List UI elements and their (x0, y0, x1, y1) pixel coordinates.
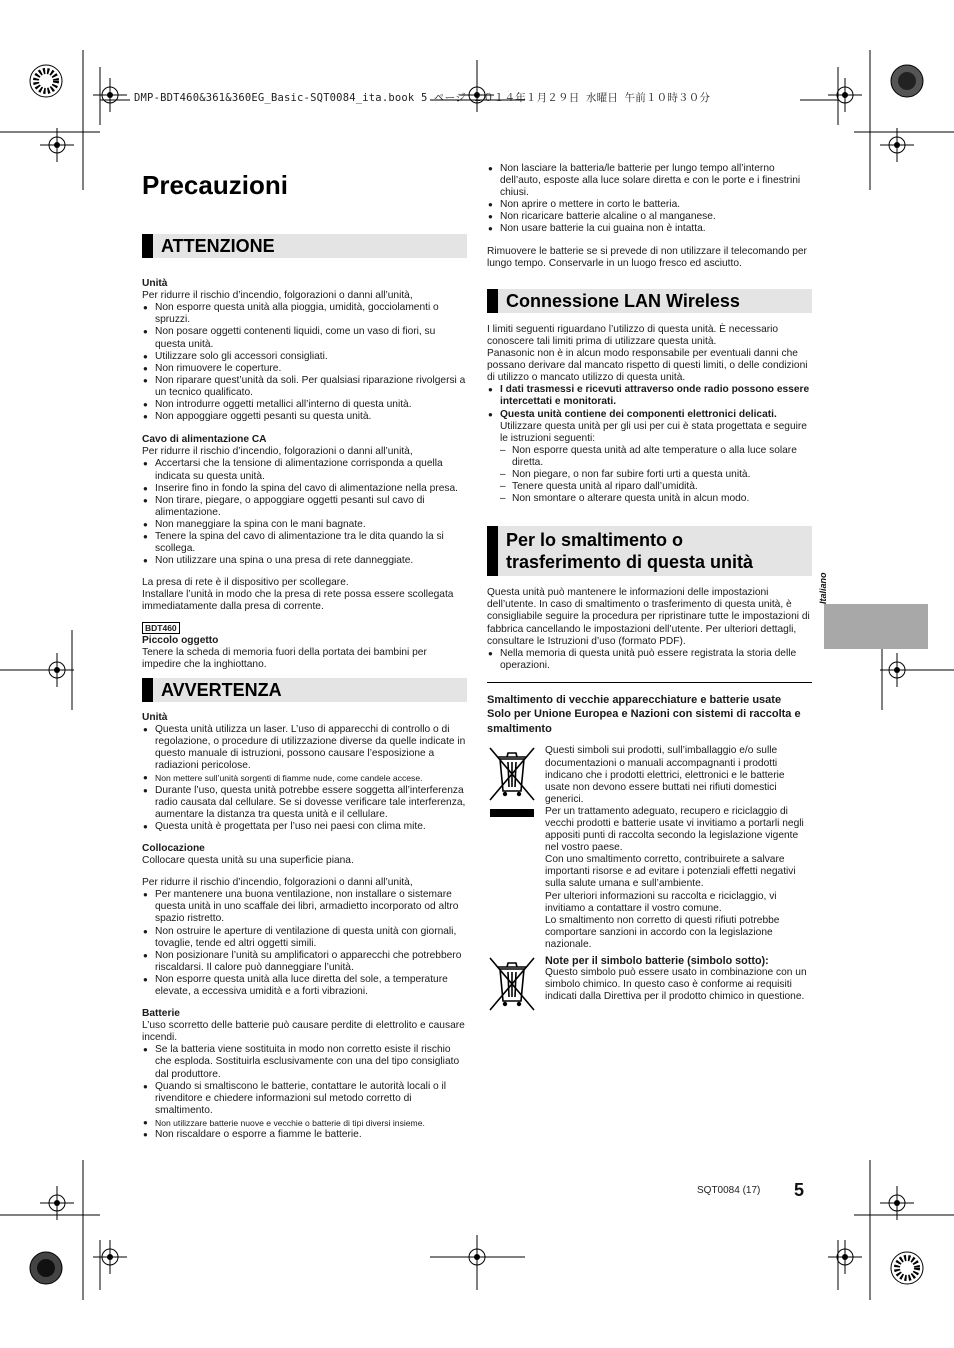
list-item: ● Non ostruire le aperture di ventilazione di questa unità con giornali, tovaglie, tende ed altri oggetti simili. (142, 926, 467, 950)
divider (487, 682, 812, 683)
paragraph: Collocare questa unità su una superficie piana. (142, 855, 354, 867)
list-item: ● Nella memoria di questa unità può essere registrata la storia delle operazioni. (487, 648, 812, 672)
paragraph: Lo smaltimento non corretto di questi rifiuti potrebbe comportare sanzioni in accordo con la legislazione nazionale. (545, 914, 780, 950)
list-item: ● Accertarsi che la tensione di alimentazione corrisponda a quella indicata su questa unità. (142, 458, 467, 482)
list-item: ● I dati trasmessi e ricevuti attraverso onde radio possono essere intercettati e monitorati. (487, 384, 812, 408)
list-item: ● Utilizzare solo gli accessori consigliati. (142, 351, 467, 363)
paragraph: La presa di rete è il dispositivo per scollegare. (142, 577, 349, 589)
bullet-list-smaltimento (487, 648, 812, 672)
list-item: – Tenere questa unità al riparo dall’umidità. (499, 481, 812, 493)
bullet-list-collocazione (142, 889, 467, 998)
weee-subtitle: Solo per Unione Europea e Nazioni con sistemi di raccolta e smaltimento (487, 708, 801, 735)
subheading-cavo: Cavo di alimentazione CA (142, 434, 267, 446)
paragraph: Questi simboli sui prodotti, sull’imballaggio e/o sulle documentazioni o manuali accompagnanti i prodotti indicano che i prodotti elettrici, elettronici e le batterie usate non devono essere buttati nei rifiuti domestici generici. (545, 745, 785, 805)
subheading-piccolo-oggetto: Piccolo oggetto (142, 634, 219, 646)
paragraph: Questo simbolo può essere usato in combinazione con un simbolo chimico. In questo caso è conforme ai requisiti indicati dalla Direttiva per il prodotto chimico in questione. (545, 967, 807, 1003)
paragraph: Per ulteriori informazioni su raccolta e riciclaggio, vi invitiamo a contattare il vostro comune. (545, 890, 777, 914)
section-heading-attenzione: ATTENZIONE (142, 234, 467, 258)
list-item: ● Non riparare quest’unità da soli. Per qualsiasi riparazione rivolgersi a un tecnico qualificato. (142, 375, 467, 399)
paragraph: Utilizzare questa unità per gli usi per cui è stata progettata e seguire le istruzioni seguenti: (500, 420, 807, 444)
list-item: ● Non esporre questa unità alla luce diretta del sole, a temperature elevate, a eccessiva umidità e a forti vibrazioni. (142, 974, 467, 998)
list-item: – Non piegare, o non far subire forti urti a questa unità. (499, 469, 812, 481)
battery-bin-icon (487, 955, 537, 1015)
heading-line: Per lo smaltimento o (506, 530, 684, 551)
paragraph: L’uso scorretto delle batterie può causare perdite di elettrolito e causare incendi. (142, 1020, 465, 1044)
document-code: SQT0084 (17) (697, 1185, 761, 1196)
list-item: ● Non utilizzare una spina o una presa di rete danneggiate. (142, 555, 467, 567)
section-heading-lan-wireless: Connessione LAN Wireless (487, 289, 812, 313)
list-item: ● Tenere la spina del cavo di alimentazione tra le dita quando la si scollega. (142, 531, 467, 555)
list-item: ● Se la batteria viene sostituita in modo non corretto esiste il rischio che esploda. Sostituirla esclusivamente con una del tipo consigliato dal produttore. (142, 1044, 467, 1080)
bullet-list-unita (142, 302, 467, 423)
page-title: Precauzioni (142, 170, 288, 200)
language-tab (824, 604, 928, 649)
paragraph: Installare l’unità in modo che la presa di rete possa essere scollegata immediatamente dalla presa di corrente. (142, 589, 454, 613)
paragraph: Rimuovere le batterie se si prevede di non utilizzare il telecomando per lungo tempo. Conservarle in un luogo fresco ed asciutto. (487, 245, 807, 269)
list-item: ● Non riscaldare o esporre a fiamme le batterie. (142, 1129, 467, 1141)
section-heading-smaltimento (487, 526, 812, 576)
list-item: ● Non tirare, piegare, o appoggiare oggetti pesanti sul cavo di alimentazione. (142, 495, 467, 519)
list-item: ● Non aprire o mettere in corto le batteria. (487, 199, 812, 211)
print-header: DMP-BDT460&361&360EG_Basic-SQT0084_ita.book 5 ページ ２０１４年１月２９日 水曜日 午前１０時３０分 (134, 92, 711, 104)
list-item: ● Questa unità contiene dei componenti elettronici delicati. (487, 409, 812, 421)
paragraph: Con uno smaltimento corretto, contribuirete a salvare importanti risorse e ad evitare i potenziali effetti negativi sulla salute umana e sull’ambiente. (545, 854, 796, 890)
list-item: ● Non lasciare la batteria/le batterie per lungo tempo all’interno dell’auto, esposte alla luce solare diretta e con le porte e i finestrini chiusi. (487, 163, 812, 199)
subheading-batterie: Batterie (142, 1008, 180, 1020)
list-item: – Non esporre questa unità ad alte temperature o alla luce solare diretta. (499, 445, 812, 469)
left-column (142, 234, 467, 1141)
list-item: ● Questa unità è progettata per l’uso nei paesi con clima mite. (142, 821, 467, 833)
list-item: ● Non maneggiare la spina con le mani bagnate. (142, 519, 467, 531)
list-item: ● Non esporre questa unità alla pioggia, umidità, gocciolamenti o spruzzi. (142, 302, 467, 326)
list-item: ● Non posare oggetti contenenti liquidi, come un vaso di fiori, su questa unità. (142, 326, 467, 350)
bullet-list-cavo (142, 458, 467, 567)
list-item: ● Non ricaricare batterie alcaline o al manganese. (487, 211, 812, 223)
crossed-bin-icon (487, 745, 537, 823)
subheading-unita: Unità (142, 712, 168, 723)
list-item: ● Questa unità utilizza un laser. L’uso di apparecchi di controllo o di regolazione, o procedure di utilizzazione diverse da quelle indicate in questo manuale di istruzioni, possono causare l’esposizione a radiazioni pericolose. (142, 724, 467, 772)
list-item: ● Non usare batterie la cui guaina non è intatta. (487, 223, 812, 235)
list-item: ● Non rimuovere le coperture. (142, 363, 467, 375)
model-tag: BDT460 (142, 622, 180, 634)
page-number: 5 (794, 1180, 805, 1200)
list-item: ● Inserire fino in fondo la spina del cavo di alimentazione nella presa. (142, 483, 467, 495)
paragraph: Per ridurre il rischio d’incendio, folgorazioni o danni all’unità, (142, 446, 413, 458)
list-item: ● Durante l’uso, questa unità potrebbe essere soggetta all’interferenza radio causata dal cellulare. Se si dovesse verificare tale interferenza, aumentare la distanza tra questa unità e il cellulare. (142, 785, 467, 821)
right-column (487, 163, 812, 1019)
battery-note-title: Note per il simbolo batterie (simbolo sotto): (545, 955, 769, 967)
subheading-unita: Unità (142, 278, 168, 290)
list-item: ● Non appoggiare oggetti pesanti su questa unità. (142, 411, 467, 423)
language-tab-label: Italiano (818, 572, 828, 604)
paragraph: Tenere la scheda di memoria fuori della portata dei bambini per impedire che la inghiottano. (142, 646, 427, 670)
bullet-list-batterie (142, 1044, 467, 1141)
paragraph: Per ridurre il rischio d’incendio, folgorazioni o danni all’unità, (142, 877, 413, 889)
paragraph: Per ridurre il rischio d’incendio, folgorazioni o danni all’unità, (142, 290, 413, 302)
list-item: ● Non introdurre oggetti metallici all’interno di questa unità. (142, 399, 467, 411)
bullet-list-avvertenza (142, 724, 467, 833)
list-item: – Non smontare o alterare questa unità in alcun modo. (499, 493, 812, 505)
weee-title: Smaltimento di vecchie apparecchiature e batterie usate (487, 693, 782, 706)
section-heading-avvertenza: AVVERTENZA (142, 678, 467, 702)
dash-list-lan (487, 445, 812, 505)
paragraph: I limiti seguenti riguardano l’utilizzo di questa unità. È necessario conoscere tali limiti prima di utilizzare questa unità. (487, 323, 779, 347)
list-item: ● Per mantenere una buona ventilazione, non installare o sistemare questa unità in uno scaffale dei libri, armadietto incorporato od altro spazio ristretto. (142, 889, 467, 925)
bullet-list-lan (487, 384, 812, 420)
paragraph: Questa unità può mantenere le informazioni delle impostazioni dell’utente. In caso di smaltimento o trasferimento di questa unità, è consigliabile seguire la procedura per ripristinare tutte le impostazioni di fabbrica cancellando le impostazioni dell’utente. Per ulteriori dettagli, consultare le Istruzioni d’uso (formato PDF). (487, 587, 810, 647)
list-item: ● Quando si smaltiscono le batterie, contattare le autorità locali o il rivenditore e chiedere informazioni sul metodo corretto di smaltimento. (142, 1081, 467, 1117)
subheading-collocazione: Collocazione (142, 842, 205, 854)
paragraph: Panasonic non è in alcun modo responsabile per eventuali danni che possano derivare dal mancato rispetto di questi limiti, o delle condizioni di utilizzo o mancato utilizzo di questa unità. (487, 348, 808, 384)
bullet-list-batterie-cont (487, 163, 812, 236)
list-item: ● Non mettere sull’unità sorgenti di fiamme nude, come candele accese. (142, 772, 467, 784)
paragraph: Per un trattamento adeguato, recupero e riciclaggio di vecchi prodotti e batterie usate vi invitiamo a portarli negli appositi punti di raccolta secondo la legislazione vigente nel vostro paese. (545, 805, 804, 854)
heading-line: trasferimento di questa unità (506, 552, 754, 573)
list-item: ● Non posizionare l’unità su amplificatori o apparecchi che potrebbero riscaldarsi. Il calore può danneggiare l’unità. (142, 950, 467, 974)
list-item: ● Non utilizzare batterie nuove e vecchie o batterie di tipi diversi insieme. (142, 1117, 467, 1129)
